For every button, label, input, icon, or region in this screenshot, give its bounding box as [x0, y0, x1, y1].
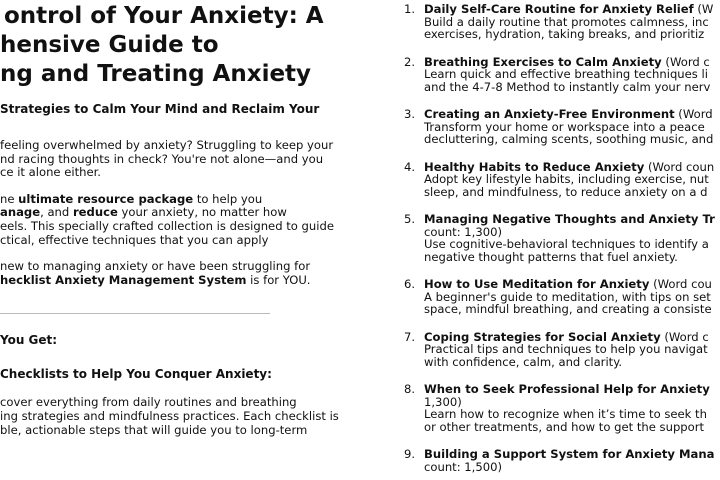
text-line: anage, and reduce your anxiety, no matter how	[0, 205, 287, 220]
text-line: Healthy Habits to Reduce Anxiety (Word coun	[424, 159, 715, 174]
left-page	[0, 0, 352, 480]
document-title	[0, 2, 346, 89]
text-line: ce it alone either.	[0, 165, 101, 180]
document-subtitle: Strategies to Calm Your Mind and Reclaim Your	[0, 102, 320, 116]
text-line: count: 1,500)	[424, 459, 503, 474]
checklists-paragraph	[0, 396, 346, 437]
list-item	[372, 448, 720, 473]
text-line: A beginner's guide to meditation, with tips on set	[424, 289, 711, 304]
item-title: Healthy Habits to Reduce Anxiety	[424, 159, 645, 174]
list-item	[372, 56, 720, 94]
item-title: Daily Self-Care Routine for Anxiety Relief	[424, 2, 694, 16]
text-line: Daily Self-Care Routine for Anxiety Relief (W	[424, 2, 714, 16]
section-divider	[0, 313, 270, 314]
list-item	[372, 383, 720, 433]
text-line: ctical, effective techniques that you can apply	[0, 232, 269, 247]
text-line: nd racing thoughts in check? You're not alone—and you	[0, 151, 324, 166]
text-line: How to Use Meditation for Anxiety (Word cou	[424, 277, 712, 291]
text-line: Coping Strategies for Social Anxiety (Word c	[424, 329, 709, 344]
text-line	[424, 448, 720, 461]
list-item	[372, 3, 720, 41]
title-line: hensive Guide to	[0, 32, 219, 58]
text-line: new to managing anxiety or have been struggling for	[0, 259, 311, 274]
text-line: Use cognitive-behavioral techniques to identify a	[424, 237, 709, 251]
list-item	[372, 161, 720, 199]
text-line: with confidence, calm, and clarity.	[424, 354, 623, 369]
text-line: cover everything from daily routines and breathing	[0, 395, 297, 410]
list-item	[372, 213, 720, 263]
text-line: exercises, hydration, taking breaks, and prioritiz	[424, 27, 705, 41]
item-title: How to Use Meditation for Anxiety	[424, 277, 650, 291]
text-line: Practical tips and techniques to help you navigat	[424, 342, 708, 356]
section-heading: You Get:	[0, 333, 58, 348]
text-line: or other treatments, and how to get the support	[424, 419, 705, 434]
package-paragraph	[0, 193, 346, 247]
item-number: 8.	[404, 382, 416, 396]
text-line: negative thought patterns that fuel anxiety.	[424, 249, 678, 264]
text-line	[424, 383, 720, 396]
checklist-list	[372, 3, 720, 473]
text-line: space, mindful breathing, and creating a consiste	[424, 302, 712, 316]
intro-paragraph	[0, 139, 346, 180]
text-line: feeling overwhelmed by anxiety? Struggling to keep your	[0, 138, 334, 152]
page-gutter	[352, 0, 372, 480]
text-line: Breathing Exercises to Calm Anxiety (Word c	[424, 54, 710, 69]
text-line: ing strategies and mindfulness practices. Each checklist is	[0, 408, 339, 423]
item-number: 5.	[404, 212, 416, 226]
list-item	[372, 278, 720, 316]
title-line: ontrol of Your Anxiety: A	[4, 3, 324, 29]
text-line: Build a daily routine that promotes calmness, inc	[424, 14, 709, 29]
left-page-content	[0, 2, 346, 437]
item-title: Managing Negative Thoughts and Anxiety Tr	[424, 212, 715, 226]
item-title: Creating an Anxiety-Free Environment	[424, 107, 675, 121]
text-line: Learn quick and effective breathing techniques li	[424, 67, 708, 81]
text-line: Learn how to recognize when it’s time to seek th	[424, 407, 707, 421]
item-number: 9.	[404, 447, 416, 461]
text-line: decluttering, calming scents, soothing music, and	[424, 132, 714, 146]
text-line: count: 1,300)	[424, 224, 503, 239]
text-line: Creating an Anxiety-Free Environment (Word	[424, 107, 713, 121]
text-line: ne ultimate resource package to help you	[0, 191, 263, 206]
list-item	[372, 331, 720, 369]
item-number: 3.	[404, 107, 416, 121]
text-line: ble, actionable steps that will guide you to long-term	[0, 422, 308, 437]
item-number: 7.	[404, 329, 416, 344]
audience-paragraph	[0, 260, 346, 287]
item-title: Coping Strategies for Social Anxiety	[424, 329, 661, 344]
title-line: ng and Treating Anxiety	[0, 61, 312, 87]
right-page	[372, 0, 720, 480]
text-line: and the 4-7-8 Method to instantly calm your nerv	[424, 79, 711, 94]
list-item	[372, 108, 720, 146]
item-title: Breathing Exercises to Calm Anxiety	[424, 54, 662, 69]
item-number: 2.	[404, 54, 416, 69]
subsection-heading: Checklists to Help You Conquer Anxiety:	[0, 367, 272, 382]
item-number: 4.	[404, 159, 416, 174]
text-line: hecklist Anxiety Management System is for YOU.	[0, 272, 311, 287]
item-title: Building a Support System for Anxiety Mana	[424, 447, 715, 461]
text-line: 1,300)	[424, 394, 462, 409]
item-number: 1.	[404, 2, 416, 16]
text-line	[424, 213, 720, 226]
text-line: sleep, and mindfulness, to reduce anxiety on a d	[424, 184, 708, 199]
text-line: Transform your home or workspace into a peace	[424, 119, 705, 134]
text-line: Adopt key lifestyle habits, including exercise, nut	[424, 172, 709, 186]
item-number: 6.	[404, 277, 416, 291]
text-line: eels. This specially crafted collection is designed to guide	[0, 218, 334, 233]
item-title: When to Seek Professional Help for Anxiety	[424, 382, 710, 396]
